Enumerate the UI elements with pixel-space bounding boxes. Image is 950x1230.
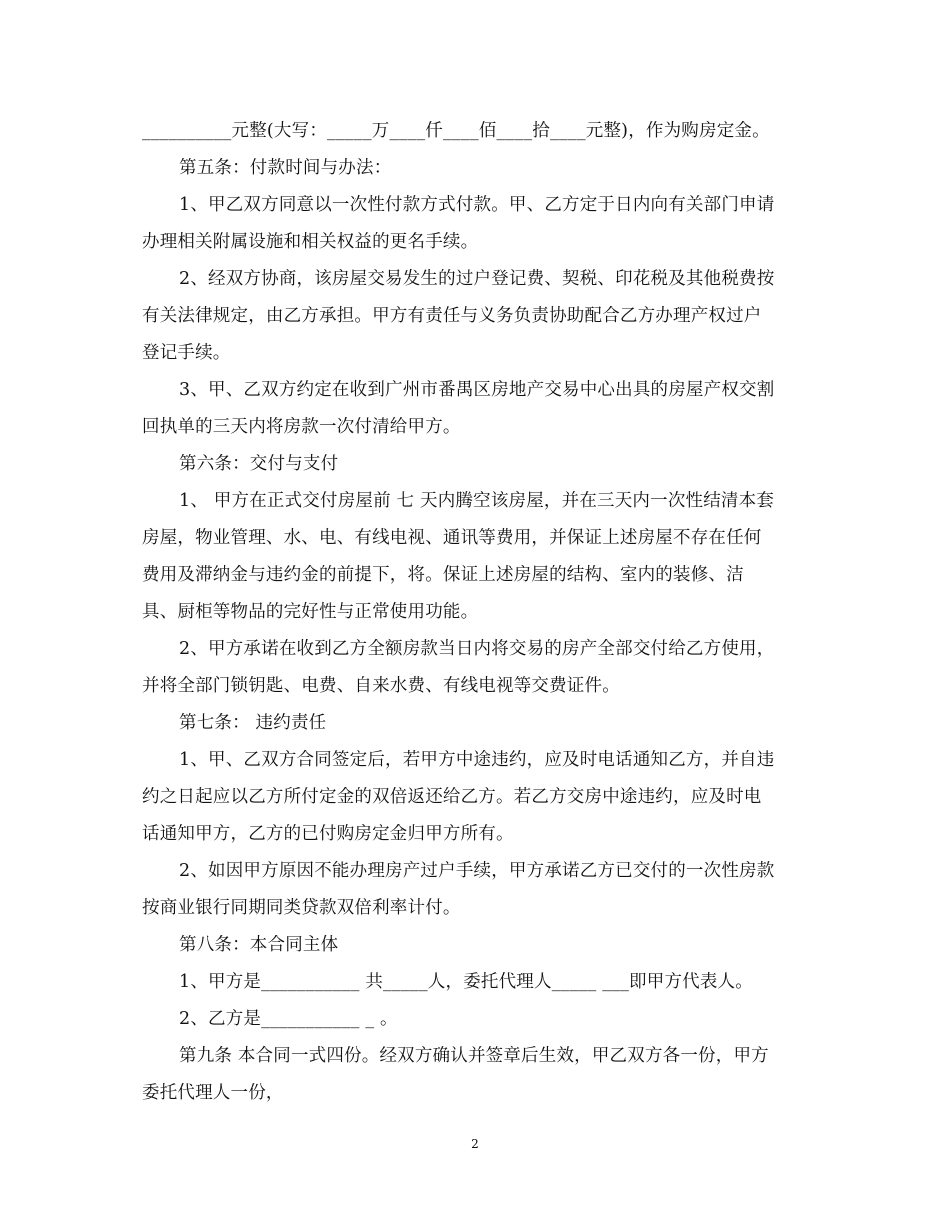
text-line: __________元整(大写：_____万____仟____佰____拾____元整)，作为购房定金。: [142, 121, 770, 141]
text-line: 费用及滞纳金与违约金的前提下，将。保证上述房屋的结构、室内的装修、洁: [142, 565, 744, 585]
text-line: 登记手续。: [142, 343, 231, 363]
text-line: 1、甲乙双方同意以一次性付款方式付款。甲、乙方定于日内向有关部门申请: [179, 195, 775, 215]
text-line: 2、甲方承诺在收到乙方全额房款当日内将交易的房产全部交付给乙方使用，: [179, 639, 775, 659]
text-line: 房屋，物业管理、水、电、有线电视、通讯等费用，并保证上述房屋不存在任何: [142, 528, 762, 548]
text-line: 回执单的三天内将房款一次付清给甲方。: [142, 417, 461, 437]
article-heading: 第七条： 违约责任: [179, 713, 327, 733]
article-heading: 第六条：交付与支付: [179, 454, 339, 474]
text-line: 具、厨柜等物品的完好性与正常使用功能。: [142, 602, 479, 622]
text-line: 办理相关附属设施和相关权益的更名手续。: [142, 232, 479, 252]
text-line: 3、甲、乙双方约定在收到广州市番禺区房地产交易中心出具的房屋产权交割: [179, 380, 775, 400]
text-line: 2、如因甲方原因不能办理房产过户手续，甲方承诺乙方已交付的一次性房款: [179, 861, 775, 881]
text-line: 按商业银行同期同类贷款双倍利率计付。: [142, 898, 461, 918]
text-line: 第九条 本合同一式四份。经双方确认并签章后生效，甲乙双方各一份，甲方: [179, 1046, 769, 1066]
text-line: 并将全部门锁钥匙、电费、自来水费、有线电视等交费证件。: [142, 676, 620, 696]
text-line: 有关法律规定，由乙方承担。甲方有责任与义务负责协助配合乙方办理产权过户: [142, 306, 762, 326]
text-line: 2、经双方协商，该房屋交易发生的过户登记费、契税、印花税及其他税费按: [179, 269, 775, 289]
article-heading: 第五条：付款时间与办法：: [179, 158, 392, 178]
text-line: 1、甲、乙双方合同签定后，若甲方中途违约，应及时电话通知乙方，并自违: [179, 750, 775, 770]
article-heading: 第八条：本合同主体: [179, 935, 339, 955]
text-line: 1、 甲方在正式交付房屋前 七 天内腾空该房屋，并在三天内一次性结清本套: [179, 491, 775, 511]
text-line: 1、甲方是___________ 共_____人，委托代理人_____ ___即甲方代表人。: [179, 972, 753, 992]
text-line: 话通知甲方，乙方的已付购房定金归甲方所有。: [142, 824, 514, 844]
page-number: 2: [471, 1137, 479, 1151]
text-line: 2、乙方是___________ _ 。: [179, 1009, 398, 1029]
text-line: 约之日起应以乙方所付定金的双倍返还给乙方。若乙方交房中途违约，应及时电: [142, 787, 762, 807]
text-line: 委托代理人一份，: [142, 1083, 284, 1103]
